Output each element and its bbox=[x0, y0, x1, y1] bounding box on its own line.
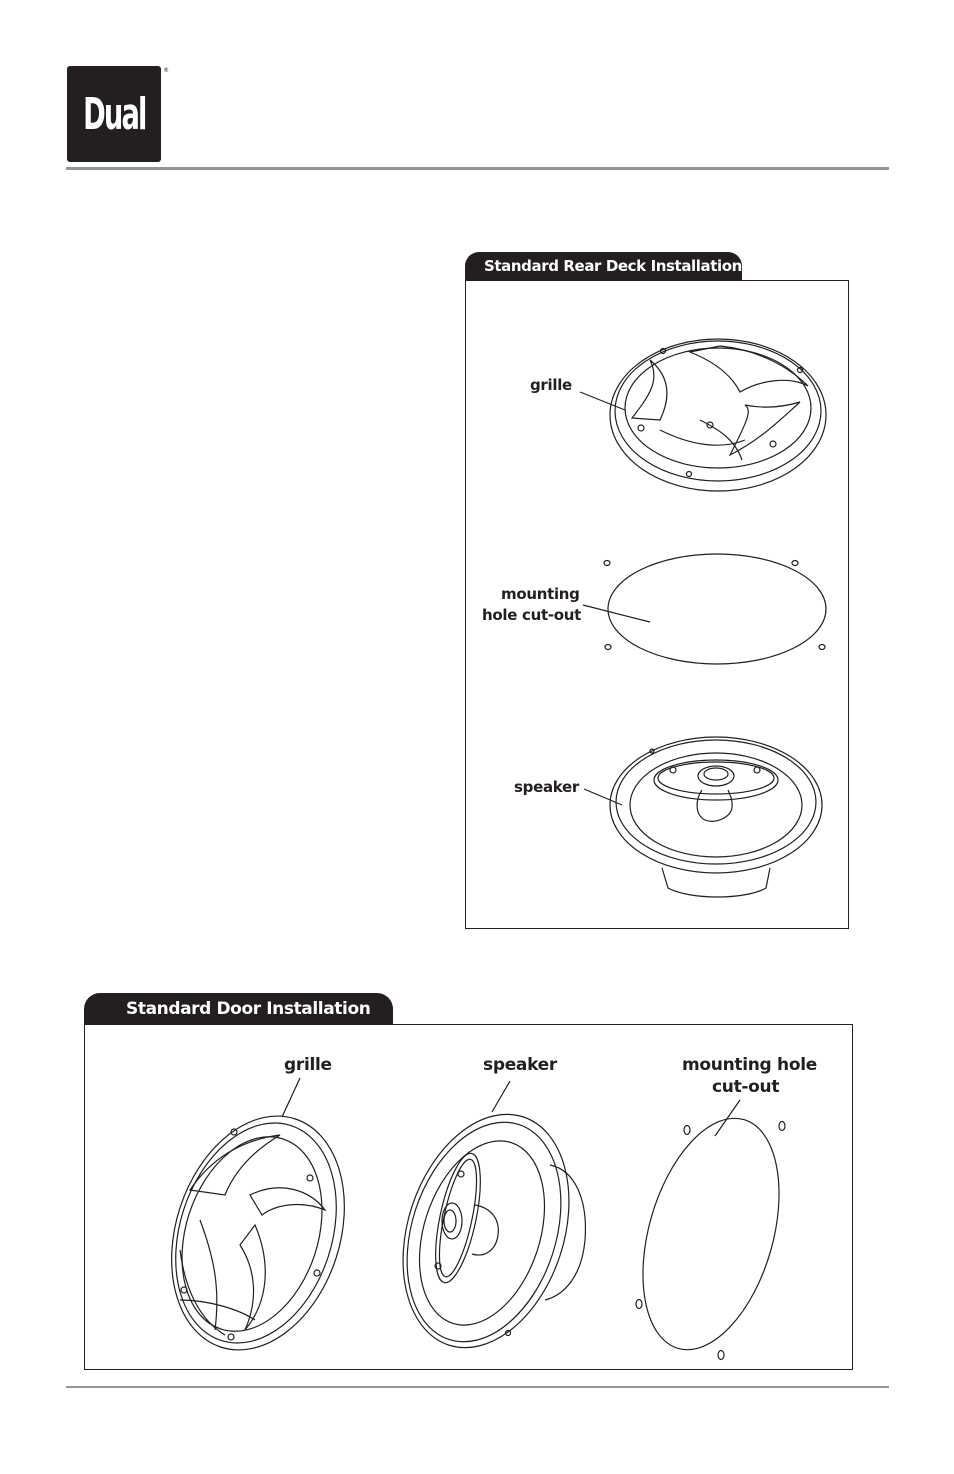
registered-mark: ® bbox=[163, 67, 169, 74]
rear-deck-title: Standard Rear Deck Installation bbox=[484, 257, 742, 275]
rear-cutout-illustration bbox=[583, 554, 826, 664]
rear-cutout-label-line2: hole cut-out bbox=[482, 606, 582, 624]
rear-grille-label: grille bbox=[530, 376, 572, 394]
door-cutout-label-line1: mounting hole bbox=[682, 1055, 817, 1075]
door-cutout-label-line2: cut-out bbox=[712, 1077, 780, 1097]
door-title: Standard Door Installation bbox=[126, 998, 371, 1019]
rear-speaker-label: speaker bbox=[514, 778, 580, 796]
door-grille-illustration bbox=[143, 1078, 373, 1372]
door-speaker-illustration bbox=[375, 1081, 598, 1369]
rear-speaker-illustration bbox=[584, 737, 822, 897]
door-speaker-label: speaker bbox=[483, 1055, 557, 1075]
logo-text: Dual bbox=[82, 89, 146, 140]
door-cutout-illustration bbox=[619, 1100, 804, 1365]
rear-cutout-label-line1: mounting bbox=[501, 585, 580, 603]
rear-grille-illustration bbox=[580, 339, 826, 491]
door-grille-label: grille bbox=[284, 1055, 332, 1075]
